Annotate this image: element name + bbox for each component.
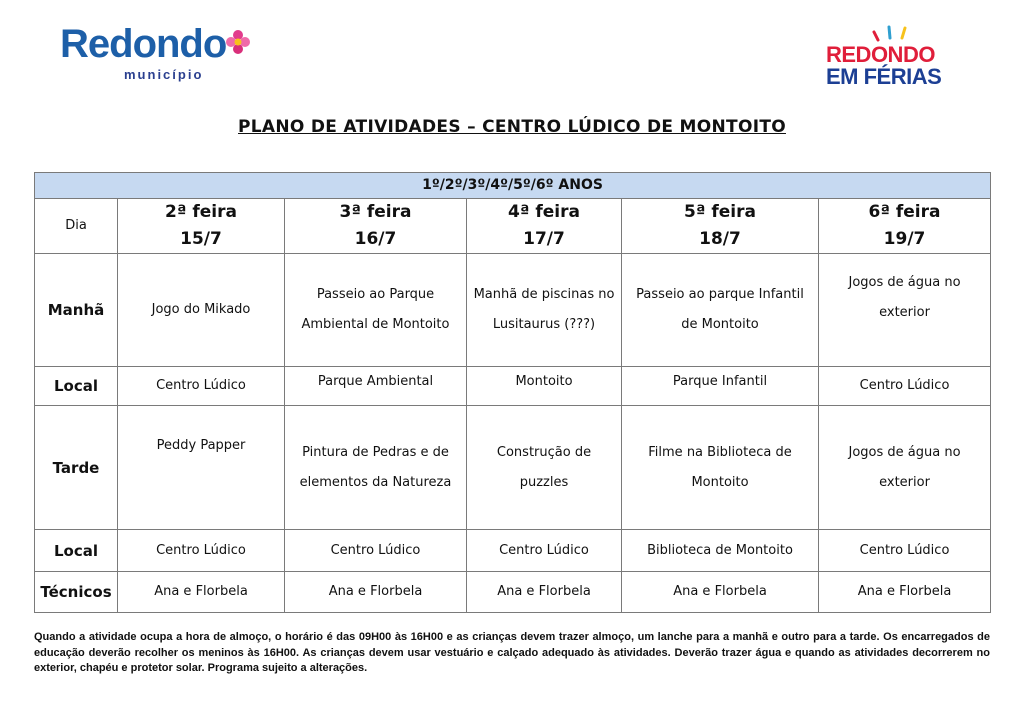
footer-notes: Quando a atividade ocupa a hora de almoço, o horário é das 09H00 às 16H00 e as crianças devem trazer almoço, um lanche para a manhã e outro para a tarde. Os encarregados de educação deverão recolher os meninos às 16H00. As crianças devem usar vestuário e calçado adequado às atividades. Deverão trazer água e quando as atividades decorrerem no exterior, chapéu e protetor solar. Programa sujeito a alterações. [34, 631, 990, 674]
day-date: 18/7 [699, 229, 741, 249]
table-cell: Montoito [467, 367, 622, 406]
table-cell: Biblioteca de Montoito [622, 530, 819, 572]
table-cell: Pintura de Pedras e de elementos da Natureza [285, 406, 467, 530]
redondo-municipio-logo [60, 22, 250, 86]
logo-line-1: REDONDO [826, 42, 935, 67]
table-cell: Centro Lúdico [118, 530, 285, 572]
table-cell: Ana e Florbela [118, 572, 285, 613]
flower-icon [226, 30, 250, 54]
row-label-manha: Manhã [35, 254, 118, 367]
table-cell: Centro Lúdico [819, 530, 991, 572]
day-name: 3ª feira [339, 202, 412, 222]
day-name: 2ª feira [165, 202, 237, 222]
table-cell: Passeio ao parque Infantil de Montoito [622, 254, 819, 367]
day-date: 15/7 [180, 229, 222, 249]
row-label-tecnicos: Técnicos [35, 572, 118, 613]
page-title: PLANO DE ATIVIDADES – CENTRO LÚDICO DE MONTOITO [238, 117, 786, 137]
day-date: 17/7 [523, 229, 565, 249]
day-date: 16/7 [354, 229, 397, 249]
table-cell: Jogo do Mikado [118, 254, 285, 367]
table-cell: Centro Lúdico [467, 530, 622, 572]
day-date: 19/7 [883, 229, 926, 249]
table-cell: Jogos de água no exterior [819, 254, 991, 367]
day-header [118, 199, 285, 254]
table-cell: Centro Lúdico [819, 367, 991, 406]
table-cell: Ana e Florbela [622, 572, 819, 613]
row-label-local: Local [35, 367, 118, 406]
table-cell: Jogos de água no exterior [819, 406, 991, 530]
table-cell: Centro Lúdico [118, 367, 285, 406]
table-cell: Manhã de piscinas no Lusitaurus (???) [467, 254, 622, 367]
dia-header: Dia [35, 199, 118, 254]
day-header [285, 199, 467, 254]
table-cell: Passeio ao Parque Ambiental de Montoito [285, 254, 467, 367]
day-name: 4ª feira [508, 202, 580, 222]
activities-table [34, 172, 991, 613]
age-group-band: 1º/2º/3º/4º/5º/6º ANOS [35, 173, 991, 199]
table-cell: Centro Lúdico [285, 530, 467, 572]
table-cell: Parque Infantil [622, 367, 819, 406]
table-cell: Construção de puzzles [467, 406, 622, 530]
table-cell: Filme na Biblioteca de Montoito [622, 406, 819, 530]
table-cell: Ana e Florbela [467, 572, 622, 613]
day-name: 6ª feira [868, 202, 941, 222]
day-name: 5ª feira [684, 202, 756, 222]
logo-line-2: EM FÉRIAS [826, 64, 942, 89]
redondo-em-ferias-logo [826, 24, 956, 90]
day-header [467, 199, 622, 254]
table-cell: Ana e Florbela [819, 572, 991, 613]
day-header [622, 199, 819, 254]
table-cell: Peddy Papper [118, 406, 285, 530]
sun-rays-icon [872, 24, 916, 42]
row-label-local: Local [35, 530, 118, 572]
table-cell: Ana e Florbela [285, 572, 467, 613]
logo-subtitle: município [124, 67, 204, 82]
day-header [819, 199, 991, 254]
logo-wordmark: Redondo [60, 22, 227, 66]
row-label-tarde: Tarde [35, 406, 118, 530]
table-cell: Parque Ambiental [285, 367, 467, 406]
